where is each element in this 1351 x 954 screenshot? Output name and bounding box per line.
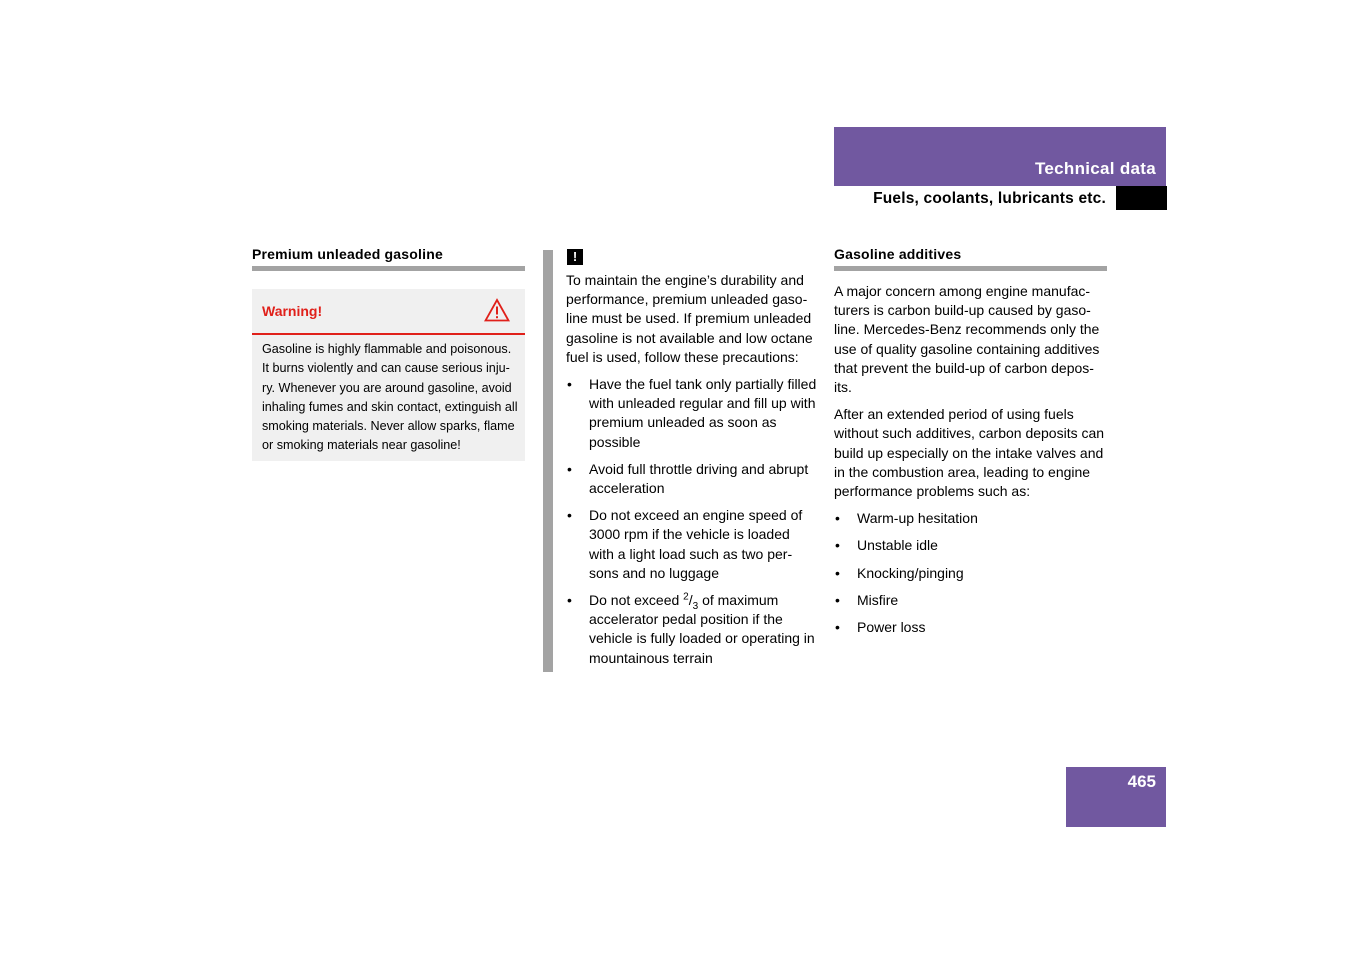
- list-item: • Avoid full throttle driving and abrupt acceleration: [566, 460, 818, 498]
- page-number-box: [1066, 767, 1166, 827]
- list-item: [566, 591, 818, 668]
- fraction-numerator: 2: [683, 591, 689, 603]
- list-item: • Misfire: [834, 591, 1109, 610]
- list-item: • Unstable idle: [834, 536, 1109, 555]
- notice-sidebar-bar: [543, 250, 553, 672]
- list-item-text: of maximum accelerator pedal position if the vehicle is fully loaded or operating in mountainous terrain: [589, 592, 815, 666]
- notice-icon: !: [567, 249, 583, 265]
- list-item: • Power loss: [834, 618, 1109, 637]
- additives-para-2: After an extended period of using fuels without such additives, carbon deposits can build up especially on the intake valves and in the combustion area, leading to engine performance problems such as:: [834, 406, 1105, 500]
- left-title-rule: [252, 266, 525, 271]
- warning-text: Gasoline is highly flammable and poisonous. It burns violently and can cause serious inju-ry. Whenever you are around gasoline, avoid inhaling fumes and skin contact, extinguish all smoking materials. Never allow sparks, flame or smoking materials near gasoline!: [262, 342, 518, 453]
- precaution-list: [566, 375, 818, 668]
- warning-box: [252, 289, 525, 461]
- list-item-text: Do not exceed: [589, 592, 684, 609]
- left-section-title: Premium unleaded gasoline: [252, 246, 443, 262]
- additives-content: [834, 282, 1109, 645]
- fraction-denominator: 3: [692, 600, 699, 612]
- section-subtitle: Fuels, coolants, lubricants etc.: [873, 190, 1106, 207]
- list-item: • Warm-up hesitation: [834, 509, 1109, 528]
- right-title-rule: [834, 266, 1107, 271]
- warning-triangle-icon: [484, 298, 510, 322]
- list-item: • Do not exceed an engine speed of 3000 rpm if the vehicle is loaded with a light load such as two per-sons and no luggage: [566, 506, 818, 583]
- fraction-slash: /: [688, 592, 693, 609]
- right-section-title: Gasoline additives: [834, 246, 962, 262]
- notice-content: [566, 271, 818, 676]
- chapter-title: Technical data: [1034, 159, 1156, 178]
- warning-label: Warning!: [262, 303, 323, 319]
- chapter-header-band: [834, 127, 1166, 186]
- chapter-tab-marker: [1116, 186, 1167, 210]
- notice-intro: To maintain the engine’s durability and performance, premium unleaded gaso-line must be used. If premium unleaded gasoline is not available and low octane fuel is used, follow these precautions:: [566, 272, 813, 365]
- list-item: • Have the fuel tank only partially filled with unleaded regular and fill up with premium unleaded as soon as possible: [566, 375, 818, 452]
- list-item: • Knocking/pinging: [834, 564, 1109, 583]
- warning-header: [252, 289, 525, 335]
- problem-list: [834, 509, 1109, 637]
- additives-para-1: A major concern among engine manufac-turers is carbon build-up caused by gaso-line. Mercedes-Benz recommends only the use of quality gasoline containing additives that prevent the build-up of carbon depos-its.: [834, 283, 1100, 396]
- page-number: 465: [1127, 772, 1156, 791]
- fraction: [683, 591, 699, 612]
